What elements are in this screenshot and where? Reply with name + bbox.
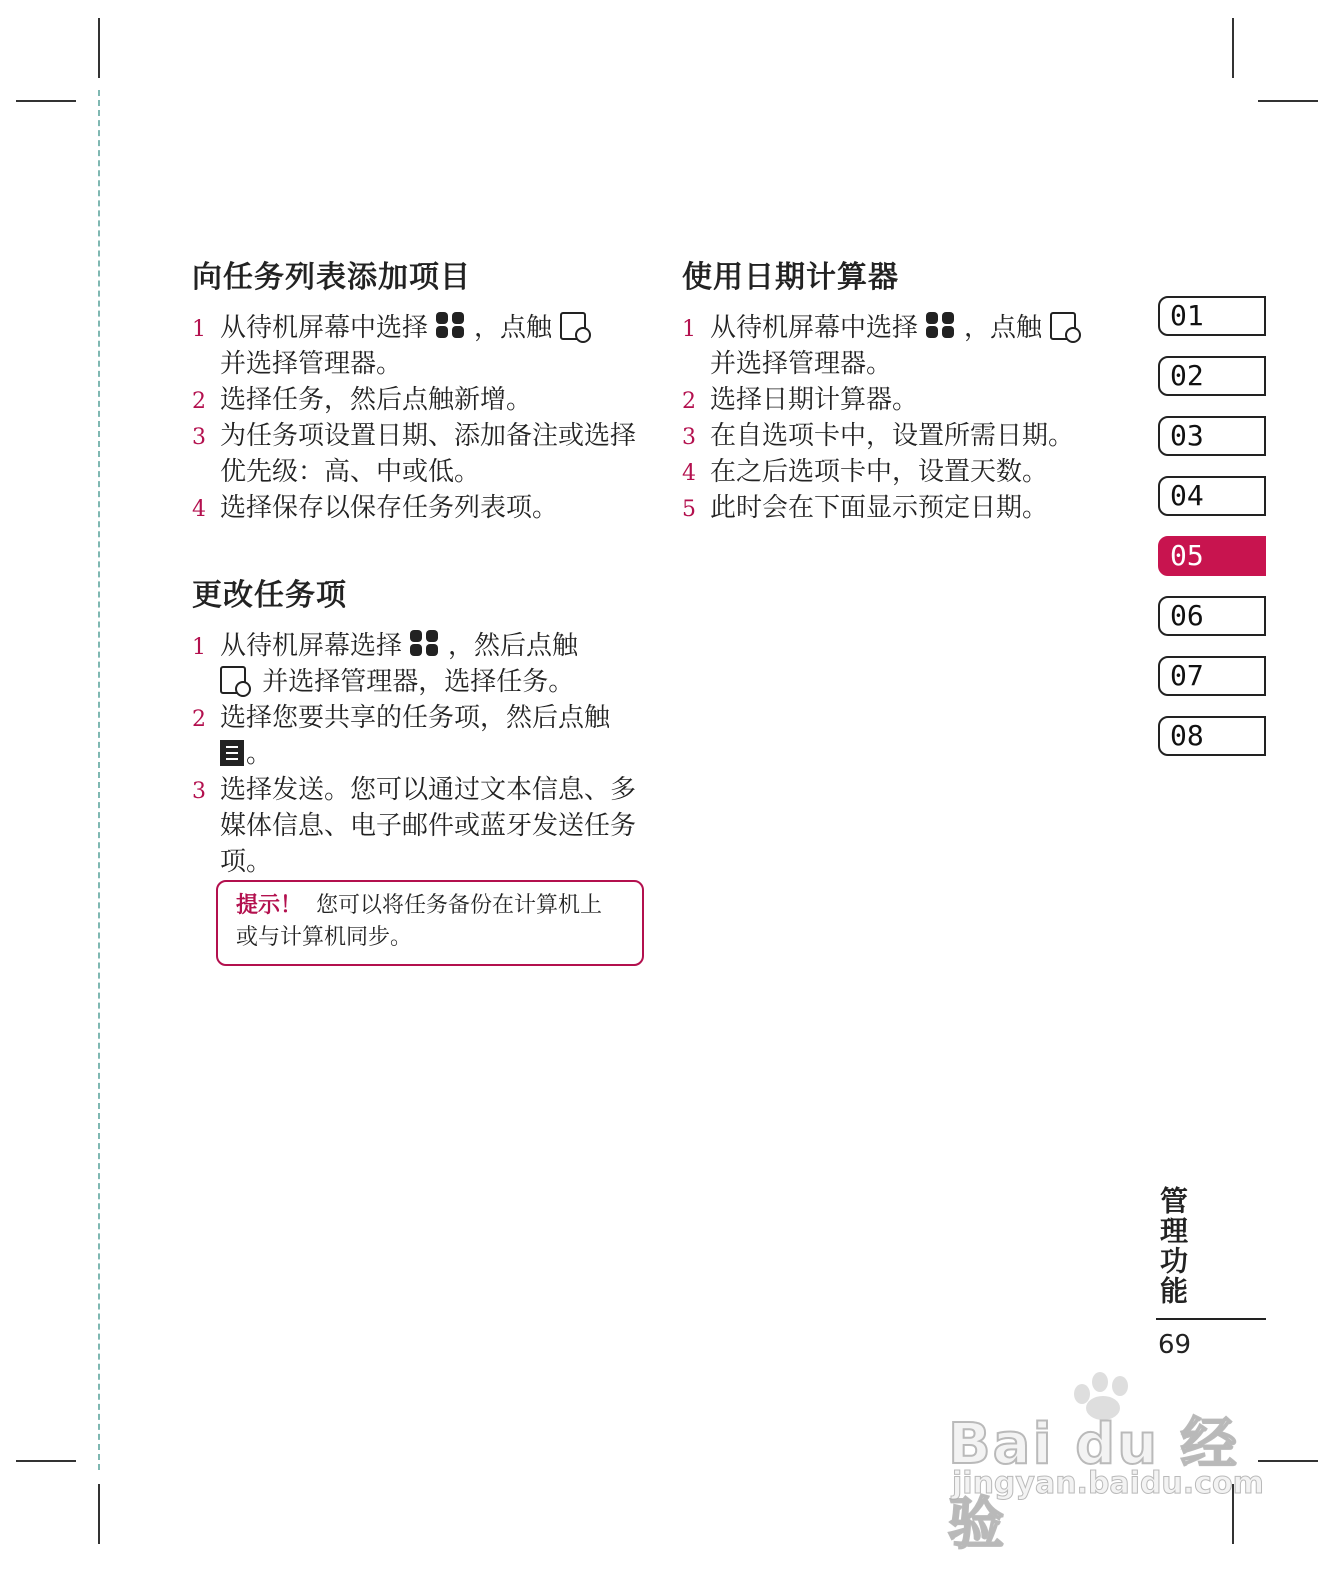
tip-text: 您可以将任务备份在计算机上或与计算机同步。 bbox=[236, 893, 603, 950]
divider bbox=[1156, 1318, 1266, 1320]
date-calculator-steps bbox=[682, 310, 1142, 526]
list-item bbox=[192, 418, 652, 490]
section-title-change-task: 更改任务项 bbox=[192, 578, 347, 613]
add-task-steps bbox=[192, 310, 652, 526]
step-text: 。 bbox=[246, 739, 273, 769]
crop-mark bbox=[98, 18, 100, 78]
chapter-title: 管理功能 bbox=[1156, 1186, 1189, 1306]
crop-mark bbox=[98, 1484, 100, 1544]
left-column bbox=[192, 252, 652, 880]
list-item bbox=[192, 700, 652, 772]
list-item bbox=[682, 310, 1142, 382]
chapter-tab-05[interactable]: 05 bbox=[1158, 536, 1266, 576]
step-text: 选择保存以保存任务列表项。 bbox=[220, 493, 559, 523]
step-number: 2 bbox=[192, 389, 206, 414]
step-number: 1 bbox=[192, 317, 206, 342]
tip-label: 提示！ bbox=[236, 893, 303, 918]
step-text: 并选择管理器。 bbox=[220, 349, 403, 379]
step-number: 2 bbox=[192, 707, 206, 732]
step-number: 3 bbox=[682, 425, 696, 450]
crop-mark bbox=[1258, 100, 1318, 102]
step-text: 从待机屏幕中选择 bbox=[220, 313, 429, 343]
note-icon bbox=[1050, 312, 1076, 340]
step-number: 2 bbox=[682, 389, 696, 414]
list-item bbox=[192, 772, 652, 880]
list-item bbox=[682, 382, 1142, 418]
crop-mark bbox=[1258, 1460, 1318, 1462]
step-number: 1 bbox=[682, 317, 696, 342]
crop-mark bbox=[1232, 18, 1234, 78]
step-text: 选择任务，然后点触新增。 bbox=[220, 385, 533, 415]
menu-icon bbox=[220, 740, 244, 766]
step-text: 在自选项卡中，设置所需日期。 bbox=[710, 421, 1075, 451]
crop-mark bbox=[16, 100, 76, 102]
grid-dots-icon bbox=[924, 312, 958, 338]
watermark bbox=[948, 1370, 1264, 1557]
section-title-date-calculator: 使用日期计算器 bbox=[682, 260, 899, 295]
step-text: 从待机屏幕选择 bbox=[220, 631, 403, 661]
chapter-tab-04[interactable]: 04 bbox=[1158, 476, 1266, 516]
step-text: 选择您要共享的任务项，然后点触 bbox=[220, 703, 611, 733]
step-number: 4 bbox=[192, 497, 206, 522]
chapter-tab-07[interactable]: 07 bbox=[1158, 656, 1266, 696]
step-text: 在之后选项卡中，设置天数。 bbox=[710, 457, 1049, 487]
grid-dots-icon bbox=[408, 630, 442, 656]
step-text: 从待机屏幕中选择 bbox=[710, 313, 919, 343]
fold-guide-line bbox=[98, 90, 100, 1470]
chapter-tab-02[interactable]: 02 bbox=[1158, 356, 1266, 396]
right-column bbox=[682, 252, 1142, 526]
step-text: 并选择管理器。 bbox=[710, 349, 893, 379]
chapter-tab-01[interactable]: 01 bbox=[1158, 296, 1266, 336]
list-item bbox=[192, 628, 652, 700]
chapter-tab-06[interactable]: 06 bbox=[1158, 596, 1266, 636]
step-number: 4 bbox=[682, 461, 696, 486]
chapter-tab-03[interactable]: 03 bbox=[1158, 416, 1266, 456]
step-number: 5 bbox=[682, 497, 696, 522]
page-number: 69 bbox=[1158, 1330, 1192, 1360]
grid-dots-icon bbox=[434, 312, 468, 338]
watermark-brand: Bai du 经验 bbox=[948, 1412, 1239, 1557]
step-text: ，点触 bbox=[964, 313, 1043, 343]
step-text: 并选择管理器，选择任务。 bbox=[262, 667, 575, 697]
tip-box bbox=[216, 880, 644, 966]
list-item bbox=[682, 454, 1142, 490]
note-icon bbox=[220, 666, 246, 694]
step-text: 选择发送。您可以通过文本信息、多媒体信息、电子邮件或蓝牙发送任务项。 bbox=[220, 775, 637, 877]
list-item bbox=[192, 490, 652, 526]
crop-mark bbox=[16, 1460, 76, 1462]
note-icon bbox=[560, 312, 586, 340]
step-number: 3 bbox=[192, 779, 206, 804]
watermark-url: jingyan.baidu.com bbox=[952, 1466, 1264, 1501]
change-task-steps bbox=[192, 628, 652, 880]
step-text: 为任务项设置日期、添加备注或选择优先级：高、中或低。 bbox=[220, 421, 637, 487]
list-item bbox=[682, 490, 1142, 526]
step-text: ，然后点触 bbox=[448, 631, 579, 661]
step-text: ，点触 bbox=[474, 313, 553, 343]
step-number: 3 bbox=[192, 425, 206, 450]
step-text: 选择日期计算器。 bbox=[710, 385, 919, 415]
list-item bbox=[192, 310, 652, 382]
step-number: 1 bbox=[192, 635, 206, 660]
list-item bbox=[192, 382, 652, 418]
section-title-add-task: 向任务列表添加项目 bbox=[192, 260, 471, 295]
list-item bbox=[682, 418, 1142, 454]
step-text: 此时会在下面显示预定日期。 bbox=[710, 493, 1049, 523]
chapter-tab-08[interactable]: 08 bbox=[1158, 716, 1266, 756]
